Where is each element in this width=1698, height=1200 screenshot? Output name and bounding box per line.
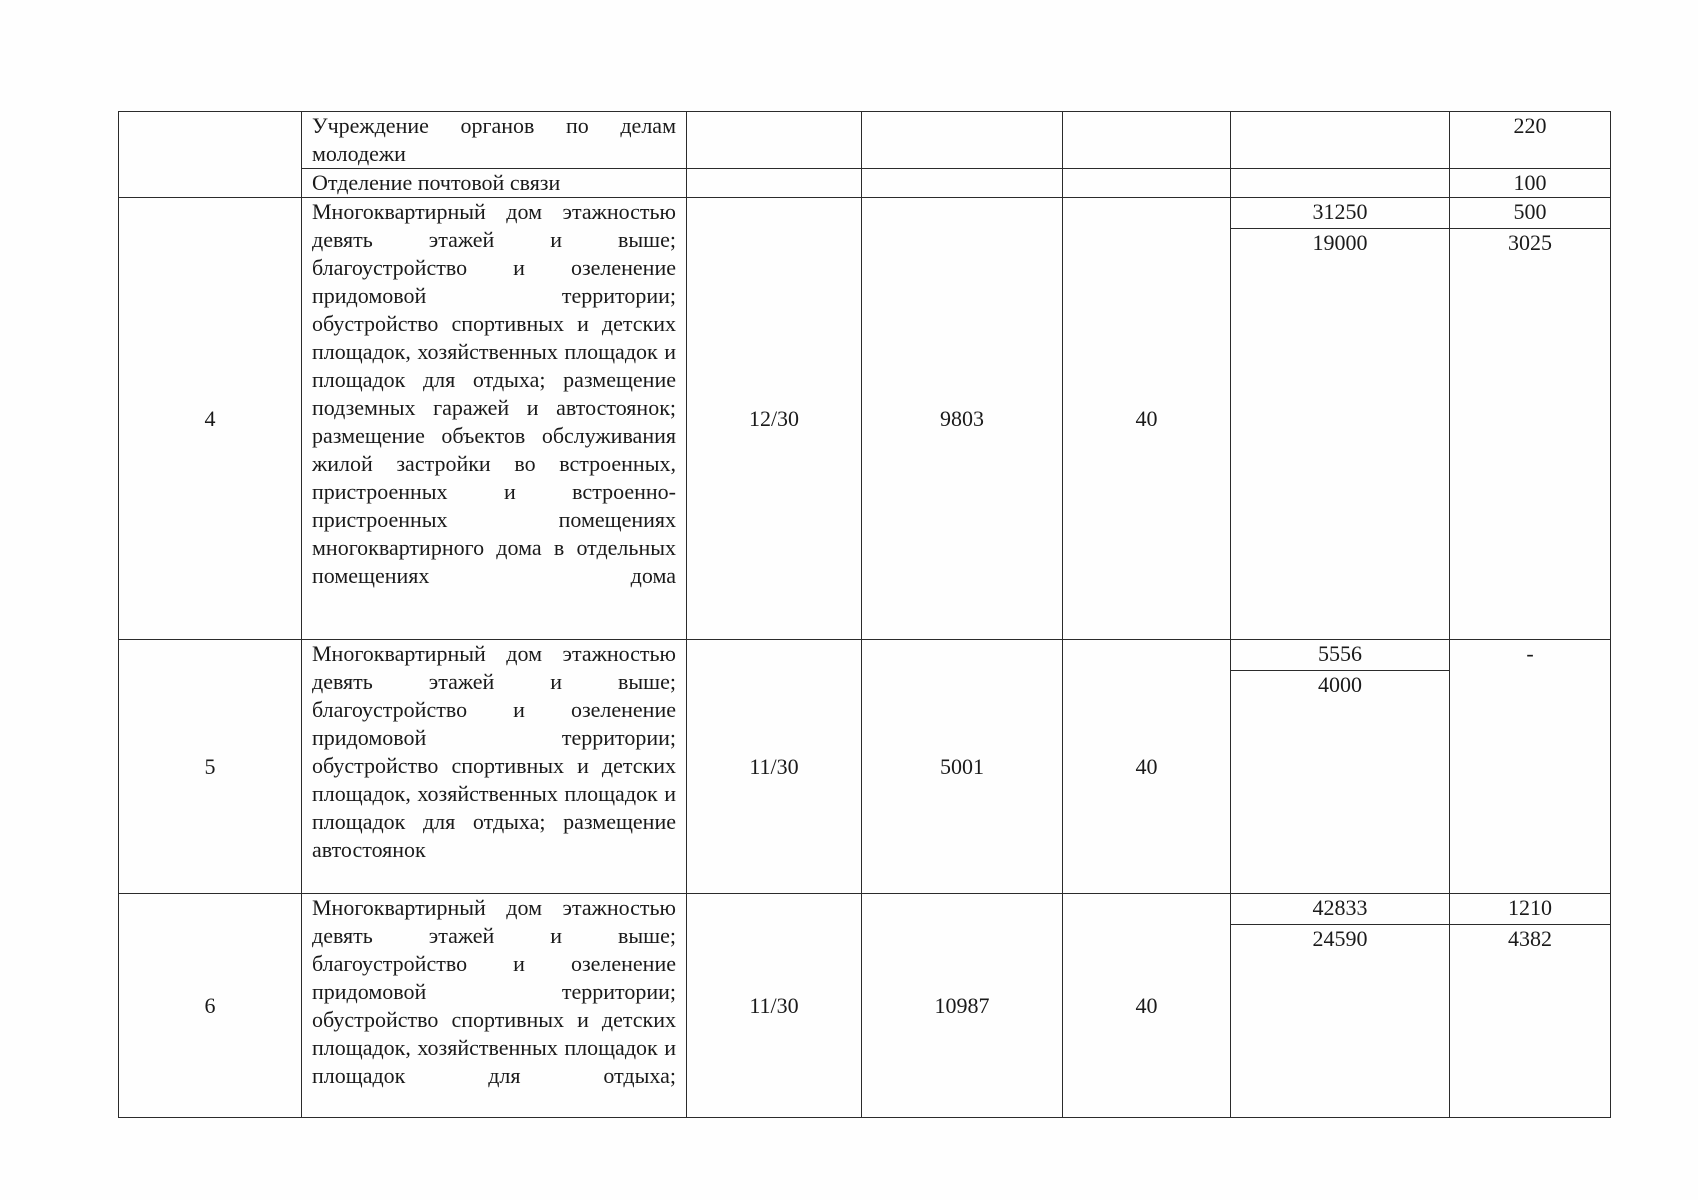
area-cell: 5001	[862, 640, 1063, 894]
table-row	[119, 198, 1611, 229]
empty-cell	[687, 169, 862, 198]
value-cell: 500	[1450, 198, 1611, 229]
floors-cell: 12/30	[687, 198, 862, 640]
value-cell: 42833	[1231, 894, 1450, 925]
value-cell: 1210	[1450, 894, 1611, 925]
value-cell: -	[1450, 640, 1611, 894]
floors-cell: 11/30	[687, 640, 862, 894]
empty-cell	[1063, 169, 1231, 198]
percent-cell: 40	[1063, 198, 1231, 640]
value-cell: 3025	[1450, 229, 1611, 640]
use-description-cell	[302, 640, 687, 894]
area-cell: 9803	[862, 198, 1063, 640]
use-description-text: Многоквартирный дом этажностью девять этажей и выше; благоустройство и озеленение придомовой территории; обустройство спортивных и детских площадок, хозяйственных площадок и площадок для отдыха; размещение подземных гаражей и автостоянок; размещение объектов обслуживания жилой застройки во встроенных, пристроенных и встроенно-пристроенных помещениях многоквартирного дома в отдельных помещениях дома	[312, 199, 676, 588]
value-cell: 19000	[1231, 229, 1450, 640]
value-cell: 24590	[1231, 925, 1450, 1118]
value-cell: 4382	[1450, 925, 1611, 1118]
percent-cell: 40	[1063, 894, 1231, 1118]
floors-cell: 11/30	[687, 894, 862, 1118]
value-cell: 31250	[1231, 198, 1450, 229]
use-description-cell	[302, 112, 687, 169]
empty-cell	[1231, 169, 1450, 198]
empty-cell	[1063, 112, 1231, 169]
use-description-text: Отделение почтовой связи	[312, 170, 561, 195]
table-row	[119, 894, 1611, 925]
value-cell: 220	[1450, 112, 1611, 169]
table-row	[119, 169, 1611, 198]
empty-cell	[862, 112, 1063, 169]
use-description-cell	[302, 894, 687, 1118]
area-cell: 10987	[862, 894, 1063, 1118]
table-row	[119, 112, 1611, 169]
row-number-cell: 5	[119, 640, 302, 894]
value-cell: 5556	[1231, 640, 1450, 671]
empty-cell	[1231, 112, 1450, 169]
use-description-cell	[302, 198, 687, 640]
value-cell: 4000	[1231, 671, 1450, 894]
table-row	[119, 640, 1611, 671]
use-description-text: Многоквартирный дом этажностью девять этажей и выше; благоустройство и озеленение придомовой территории; обустройство спортивных и детских площадок, хозяйственных площадок и площадок для отдыха;	[312, 895, 676, 1088]
value-cell: 100	[1450, 169, 1611, 198]
row-number-cell: 6	[119, 894, 302, 1118]
row-number-cell: 4	[119, 198, 302, 640]
empty-cell	[687, 112, 862, 169]
use-description-text: Учреждение органов по делам молодежи	[312, 113, 676, 166]
empty-cell	[862, 169, 1063, 198]
use-description-text: Многоквартирный дом этажностью девять этажей и выше; благоустройство и озеленение придомовой территории; обустройство спортивных и детских площадок, хозяйственных площадок и площадок для отдыха; размещение автостоянок	[312, 641, 676, 862]
percent-cell: 40	[1063, 640, 1231, 894]
zoning-parameters-table	[118, 111, 1611, 1118]
use-description-cell	[302, 169, 687, 198]
empty-cell	[119, 112, 302, 198]
